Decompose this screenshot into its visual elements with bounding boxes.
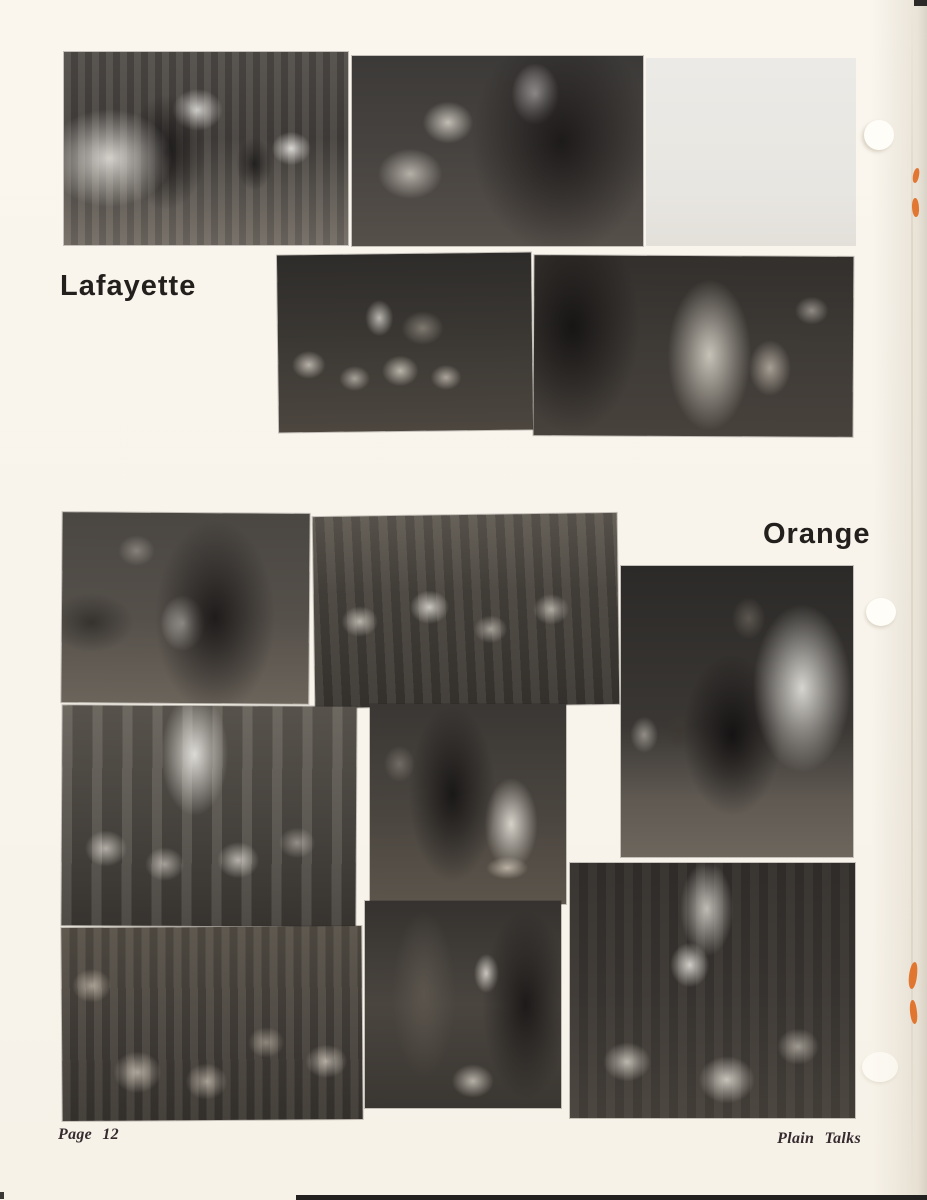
photo-man-holding-baby-tree <box>570 863 855 1118</box>
photo-santa-giving-gift <box>64 52 348 245</box>
scan-artifact-orange-mark <box>908 1000 918 1025</box>
photo-gift-by-flocked-tree <box>621 566 853 857</box>
photo-audience-children <box>277 252 533 432</box>
scan-artifact-orange-mark <box>908 962 918 990</box>
scan-artifact-speck <box>0 1192 4 1199</box>
scan-artifact-orange-mark <box>912 168 920 184</box>
photo-santa-seated-toddler <box>352 56 643 246</box>
photo-woman-with-girl-chairs <box>61 512 309 704</box>
photo-woman-girl-with-box <box>370 704 566 904</box>
photo-children-plaid-crowd <box>61 926 362 1121</box>
paper-blemish <box>862 1052 898 1082</box>
publication-name: Plain Talks <box>777 1130 861 1147</box>
section-label-lafayette: Lafayette <box>60 270 197 302</box>
photo-gift-handoff-girl <box>534 255 854 437</box>
photo-crowd-white-tree <box>61 705 356 927</box>
scan-artifact-bottom-bar <box>296 1195 927 1200</box>
paper-blemish <box>866 598 896 626</box>
scan-artifact-corner-mark <box>914 0 927 6</box>
paper-blemish <box>864 120 894 150</box>
photo-crowd-from-behind <box>313 513 620 708</box>
photo-men-with-stocking <box>365 901 561 1108</box>
page-number: Page 12 <box>58 1126 119 1143</box>
blank-photo-panel <box>646 58 856 246</box>
section-label-orange: Orange <box>763 518 871 550</box>
